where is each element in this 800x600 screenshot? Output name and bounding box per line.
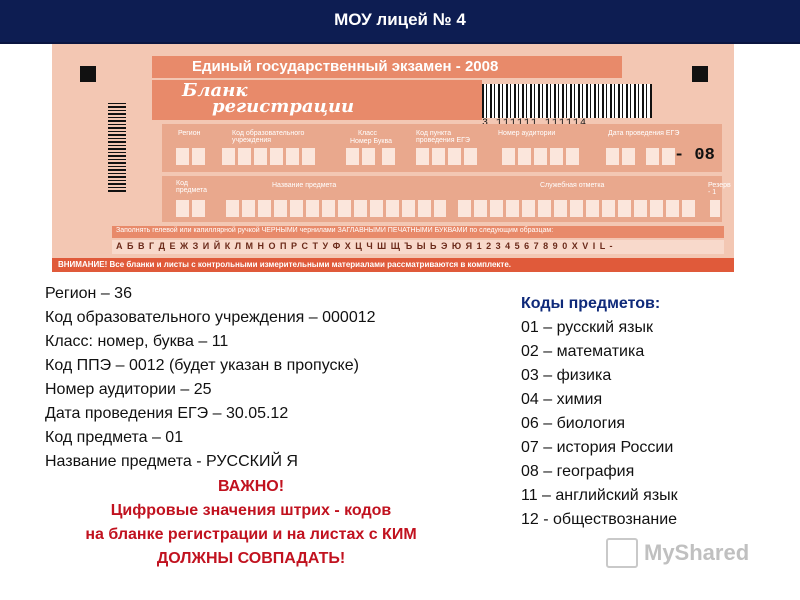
- blank-title-bar: [152, 80, 482, 120]
- subject-code-item: 08 – география: [521, 463, 635, 480]
- date-year-value: - 08: [674, 146, 715, 165]
- form-cell: [566, 148, 579, 165]
- info-line-date: Дата проведения ЕГЭ – 30.05.12: [45, 405, 289, 422]
- subject-code-item: 07 – история России: [521, 439, 674, 456]
- subject-code-item: 12 - обществознание: [521, 511, 678, 528]
- blank-title-line2: регистрации: [212, 96, 355, 117]
- class-sub-label: Номер Буква: [350, 138, 393, 145]
- important-title: ВАЖНО!: [217, 478, 285, 495]
- form-cell: [176, 200, 189, 217]
- form-cell: [176, 148, 189, 165]
- info-line-subject-name: Название предмета - РУССКИЙ Я: [45, 453, 298, 470]
- ppe-code-label: Код пункта проведения ЕГЭ: [416, 130, 470, 144]
- subject-code-label: Код предмета: [176, 180, 208, 194]
- form-cell: [382, 148, 395, 165]
- important-line3: ДОЛЖНЫ СОВПАДАТЬ!: [156, 550, 346, 567]
- alphabet-sample: [112, 240, 724, 254]
- form-cell: [346, 148, 359, 165]
- class-label: Класс: [358, 130, 378, 137]
- form-cell: [502, 148, 515, 165]
- subject-codes-title: Коды предметов:: [521, 295, 661, 312]
- registration-info: [45, 282, 485, 474]
- form-cell: [254, 148, 267, 165]
- form-cell: [448, 148, 461, 165]
- registration-form-image: [52, 44, 734, 272]
- form-cell: [416, 148, 429, 165]
- info-line-school-code: Код образовательного учреждения – 000012: [45, 309, 376, 326]
- form-cell: [238, 148, 251, 165]
- form-cell: [192, 148, 205, 165]
- form-cell: [646, 148, 659, 165]
- subject-name-label: Название предмета: [272, 182, 337, 189]
- room-label: Номер аудитории: [498, 130, 556, 137]
- form-cell: [192, 200, 205, 217]
- form-cell: [286, 148, 299, 165]
- blank-title-line1: Бланк: [182, 80, 248, 101]
- alphabet-text: А Б В Г Д Е Ж З И Й К Л М Н О П Р С Т У Ф Х Ц Ч Ш Щ Ъ Ы Ь Э Ю Я 1 2 3 4 5 6 7 8 9 0 X V I L -: [116, 241, 614, 251]
- instructions-text: Заполнять гелевой или капиллярной ручкой ЧЕРНЫМИ чернилами ЗАГЛАВНЫМИ ПЕЧАТНЫМИ БУКВАМИ по следующим образцам:: [116, 227, 554, 234]
- exam-title: Единый государственный экзамен - 2008: [192, 58, 499, 75]
- info-line-region: Регион – 36: [45, 285, 132, 302]
- form-cell: [302, 148, 315, 165]
- form-cell: [362, 148, 375, 165]
- exam-title-bar: [152, 56, 622, 78]
- watermark-text: MyShared: [644, 540, 750, 565]
- watermark-logo: [606, 536, 766, 568]
- info-line-ppe-code: Код ППЭ – 0012 (будет указан в пропуске): [45, 357, 359, 374]
- page-title: МОУ лицей № 4: [334, 10, 466, 29]
- school-code-label: Код образовательного учреждения: [232, 130, 305, 144]
- info-line-subject-code: Код предмета – 01: [45, 429, 184, 446]
- instructions-strip: [112, 226, 724, 238]
- info-line-class: Класс: номер, буква – 11: [45, 333, 229, 350]
- top-header-bar: [0, 0, 800, 44]
- warning-bar: [52, 258, 734, 272]
- form-cell: [432, 148, 445, 165]
- subject-code-item: 02 – математика: [521, 343, 645, 360]
- form-cell: [464, 148, 477, 165]
- important-line2: на бланке регистрации и на листах с КИМ: [85, 526, 417, 543]
- form-cell: [606, 148, 619, 165]
- corner-marker: [692, 66, 708, 82]
- warning-text: ВНИМАНИЕ! Все бланки и листы с контрольными измерительными материалами рассматриваются в комплекте.: [58, 260, 511, 269]
- subject-codes-list: [521, 292, 781, 532]
- fields-row-1: [162, 124, 722, 172]
- subject-code-item: 06 – биология: [521, 415, 626, 432]
- corner-marker: [80, 66, 96, 82]
- subject-code-item: 01 – русский язык: [521, 319, 653, 336]
- region-label: Регион: [178, 130, 201, 137]
- subject-code-item: 03 – физика: [521, 367, 612, 384]
- presentation-icon: [606, 538, 638, 568]
- important-line1: Цифровые значения штрих - кодов: [110, 502, 392, 519]
- form-cell: [550, 148, 563, 165]
- form-cell: [518, 148, 531, 165]
- subject-name-field: [226, 200, 446, 217]
- vertical-barcode: [108, 102, 126, 192]
- info-line-room: Номер аудитории – 25: [45, 381, 212, 398]
- reserve-label: Резерв - 1: [708, 182, 731, 196]
- reserve-field: [710, 200, 720, 217]
- form-cell: [222, 148, 235, 165]
- subject-code-item: 04 – химия: [521, 391, 603, 408]
- form-cell: [622, 148, 635, 165]
- service-label: Служебная отметка: [540, 182, 605, 189]
- form-cell: [534, 148, 547, 165]
- fields-row-2: [162, 176, 731, 222]
- barcode: [482, 84, 652, 118]
- form-cell: [270, 148, 283, 165]
- service-field: [458, 200, 698, 217]
- subject-code-item: 11 – английский язык: [521, 487, 678, 504]
- date-label: Дата проведения ЕГЭ: [608, 130, 680, 137]
